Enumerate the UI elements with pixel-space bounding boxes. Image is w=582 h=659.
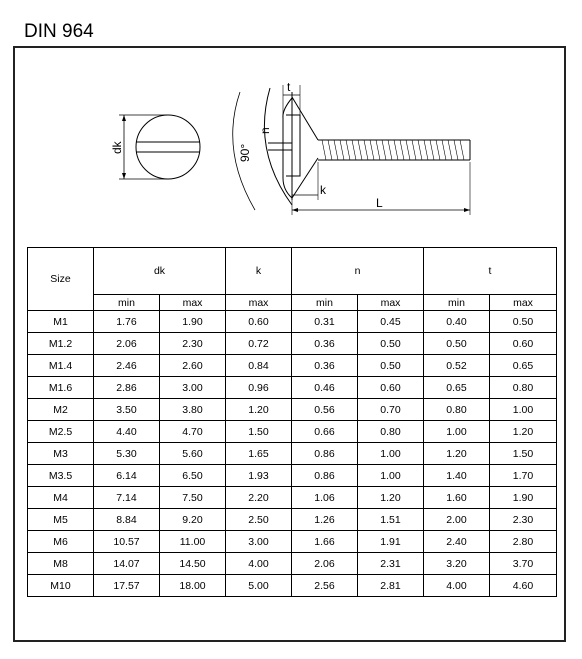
value-cell: 4.40	[94, 421, 160, 443]
k-header: k	[226, 248, 292, 295]
value-cell: 0.80	[424, 399, 490, 421]
value-cell: 1.93	[226, 465, 292, 487]
value-cell: 0.31	[292, 311, 358, 333]
value-cell: 0.36	[292, 333, 358, 355]
value-cell: 4.70	[160, 421, 226, 443]
value-cell: 2.30	[160, 333, 226, 355]
value-cell: 0.86	[292, 465, 358, 487]
value-cell: 2.46	[94, 355, 160, 377]
table-row	[28, 575, 557, 597]
value-cell: 5.60	[160, 443, 226, 465]
value-cell: 0.60	[490, 333, 557, 355]
value-cell: 2.40	[424, 531, 490, 553]
value-cell: 0.65	[424, 377, 490, 399]
value-cell: 0.46	[292, 377, 358, 399]
size-cell: M6	[28, 531, 94, 553]
table-row	[28, 465, 557, 487]
n-max-header: max	[358, 295, 424, 311]
size-cell: M2.5	[28, 421, 94, 443]
table-row	[28, 399, 557, 421]
k-label: k	[320, 183, 326, 197]
size-cell: M1.6	[28, 377, 94, 399]
value-cell: 0.80	[490, 377, 557, 399]
table-row	[28, 333, 557, 355]
size-cell: M4	[28, 487, 94, 509]
value-cell: 2.00	[424, 509, 490, 531]
value-cell: 2.86	[94, 377, 160, 399]
value-cell: 7.14	[94, 487, 160, 509]
screw-side-view	[233, 85, 470, 215]
table-row	[28, 355, 557, 377]
value-cell: 0.50	[358, 355, 424, 377]
value-cell: 14.07	[94, 553, 160, 575]
size-cell: M1	[28, 311, 94, 333]
size-cell: M10	[28, 575, 94, 597]
value-cell: 2.50	[226, 509, 292, 531]
value-cell: 0.50	[424, 333, 490, 355]
angle-label: 90°	[238, 143, 252, 162]
page-title: DIN 964	[24, 21, 94, 42]
table-row	[28, 531, 557, 553]
value-cell: 0.66	[292, 421, 358, 443]
value-cell: 1.66	[292, 531, 358, 553]
dk-header: dk	[94, 248, 226, 295]
value-cell: 1.40	[424, 465, 490, 487]
thread-pattern	[322, 140, 464, 160]
value-cell: 2.30	[490, 509, 557, 531]
value-cell: 1.70	[490, 465, 557, 487]
dk-max-header: max	[160, 295, 226, 311]
value-cell: 2.60	[160, 355, 226, 377]
head-top-view	[119, 115, 200, 179]
size-cell: M2	[28, 399, 94, 421]
value-cell: 0.80	[358, 421, 424, 443]
value-cell: 0.96	[226, 377, 292, 399]
value-cell: 2.20	[226, 487, 292, 509]
value-cell: 2.06	[292, 553, 358, 575]
t-min-header: min	[424, 295, 490, 311]
value-cell: 6.14	[94, 465, 160, 487]
value-cell: 1.65	[226, 443, 292, 465]
t-label: t	[287, 80, 291, 94]
table-row	[28, 443, 557, 465]
value-cell: 1.20	[490, 421, 557, 443]
value-cell: 2.56	[292, 575, 358, 597]
table-row	[28, 509, 557, 531]
value-cell: 11.00	[160, 531, 226, 553]
dk-label: dk	[110, 141, 124, 154]
value-cell: 3.50	[94, 399, 160, 421]
table-row	[28, 487, 557, 509]
value-cell: 1.60	[424, 487, 490, 509]
value-cell: 1.91	[358, 531, 424, 553]
value-cell: 17.57	[94, 575, 160, 597]
value-cell: 3.80	[160, 399, 226, 421]
value-cell: 9.20	[160, 509, 226, 531]
table-row	[28, 311, 557, 333]
k-max-header: max	[226, 295, 292, 311]
value-cell: 1.00	[358, 465, 424, 487]
value-cell: 1.00	[490, 399, 557, 421]
value-cell: 1.50	[226, 421, 292, 443]
size-cell: M3.5	[28, 465, 94, 487]
value-cell: 0.65	[490, 355, 557, 377]
value-cell: 1.20	[358, 487, 424, 509]
value-cell: 2.31	[358, 553, 424, 575]
value-cell: 7.50	[160, 487, 226, 509]
value-cell: 8.84	[94, 509, 160, 531]
value-cell: 18.00	[160, 575, 226, 597]
dk-min-header: min	[94, 295, 160, 311]
size-cell: M1.4	[28, 355, 94, 377]
n-label: n	[258, 127, 272, 134]
value-cell: 1.76	[94, 311, 160, 333]
value-cell: 0.56	[292, 399, 358, 421]
value-cell: 3.00	[160, 377, 226, 399]
value-cell: 3.70	[490, 553, 557, 575]
value-cell: 0.50	[490, 311, 557, 333]
value-cell: 4.00	[226, 553, 292, 575]
value-cell: 2.06	[94, 333, 160, 355]
value-cell: 4.60	[490, 575, 557, 597]
value-cell: 1.26	[292, 509, 358, 531]
size-header: Size	[28, 248, 94, 311]
value-cell: 5.30	[94, 443, 160, 465]
value-cell: 0.52	[424, 355, 490, 377]
value-cell: 1.20	[424, 443, 490, 465]
value-cell: 1.00	[358, 443, 424, 465]
n-header: n	[292, 248, 424, 295]
value-cell: 1.20	[226, 399, 292, 421]
value-cell: 0.72	[226, 333, 292, 355]
value-cell: 4.00	[424, 575, 490, 597]
value-cell: 3.00	[226, 531, 292, 553]
value-cell: 1.06	[292, 487, 358, 509]
value-cell: 2.81	[358, 575, 424, 597]
value-cell: 1.90	[160, 311, 226, 333]
value-cell: 0.60	[226, 311, 292, 333]
table-row	[28, 377, 557, 399]
table-row	[28, 421, 557, 443]
value-cell: 2.80	[490, 531, 557, 553]
value-cell: 0.60	[358, 377, 424, 399]
size-cell: M1.2	[28, 333, 94, 355]
value-cell: 0.70	[358, 399, 424, 421]
length-label: L	[376, 196, 383, 210]
value-cell: 1.50	[490, 443, 557, 465]
value-cell: 0.84	[226, 355, 292, 377]
n-min-header: min	[292, 295, 358, 311]
value-cell: 10.57	[94, 531, 160, 553]
value-cell: 6.50	[160, 465, 226, 487]
dimension-table	[27, 247, 557, 597]
value-cell: 1.90	[490, 487, 557, 509]
value-cell: 0.36	[292, 355, 358, 377]
value-cell: 14.50	[160, 553, 226, 575]
table-row	[28, 553, 557, 575]
value-cell: 0.86	[292, 443, 358, 465]
value-cell: 3.20	[424, 553, 490, 575]
size-cell: M3	[28, 443, 94, 465]
t-header: t	[424, 248, 557, 295]
size-cell: M8	[28, 553, 94, 575]
value-cell: 0.40	[424, 311, 490, 333]
value-cell: 1.51	[358, 509, 424, 531]
t-max-header: max	[490, 295, 557, 311]
table-body	[28, 311, 557, 597]
screw-technical-drawing	[0, 0, 582, 250]
value-cell: 5.00	[226, 575, 292, 597]
value-cell: 0.50	[358, 333, 424, 355]
value-cell: 1.00	[424, 421, 490, 443]
size-cell: M5	[28, 509, 94, 531]
value-cell: 0.45	[358, 311, 424, 333]
